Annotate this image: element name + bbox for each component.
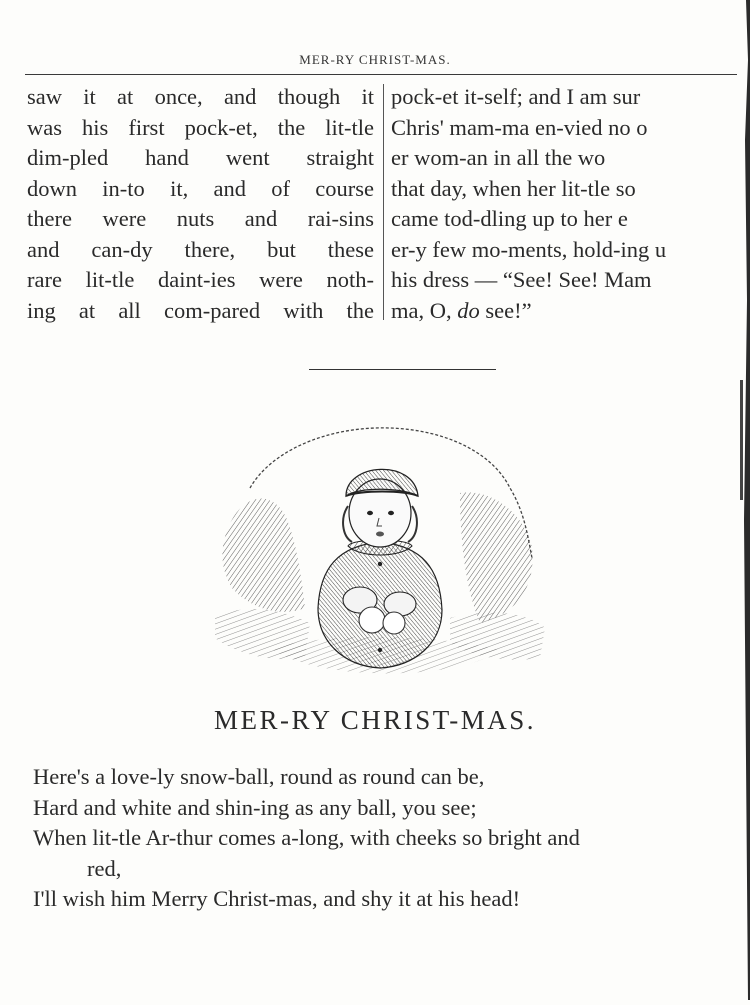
poem-line: Hard and white and shin-ing as any ball, you see; <box>33 794 477 820</box>
text-line: ing at all com-pared with the <box>27 297 374 323</box>
header-rule <box>25 74 737 75</box>
text-line: there were nuts and rai-sins <box>27 206 374 231</box>
poem-title: MER-RY CHRIST-MAS. <box>213 705 537 735</box>
text-line: er wom-an in all the wo <box>391 145 606 170</box>
text-line: came tod-dling up to her e <box>391 206 628 231</box>
right-text-column <box>391 82 741 326</box>
text-line: that day, when her lit-tle so <box>391 175 636 201</box>
poem-line: Here's a love-ly snow-ball, round as round can be, <box>33 764 485 789</box>
text-line: dim-pled hand went straight <box>27 145 374 170</box>
section-separator <box>309 369 496 370</box>
child-snowball-illustration <box>210 418 550 690</box>
text-line: was his first pock-et, the lit-tle <box>27 114 374 140</box>
text-line: rare lit-tle daint-ies were noth- <box>27 267 374 292</box>
poem-line: When lit-tle Ar-thur comes a-long, with cheeks so bright and <box>33 825 580 850</box>
column-divider <box>383 84 384 320</box>
text-line: and can-dy there, but these <box>27 236 374 262</box>
poem <box>33 762 738 915</box>
running-head: MER-RY CHRIST-MAS. <box>299 52 451 67</box>
text-fragment: see!” <box>479 297 532 323</box>
text-line: his dress — “See! See! Mam <box>391 267 652 292</box>
text-line: down in-to it, and of course <box>27 175 374 201</box>
text-fragment: ma, O, <box>391 297 458 323</box>
text-line: er-y few mo-ments, hold-ing u <box>391 236 667 262</box>
text-line-last <box>391 296 741 327</box>
poem-line: red, <box>87 855 122 881</box>
text-line: Chris' mam-ma en-vied no o <box>391 114 648 140</box>
page-edge-shadow <box>734 0 750 1000</box>
left-text-column <box>27 82 374 326</box>
text-line: pock-et it-self; and I am sur <box>391 84 641 109</box>
emphasis-word: do <box>457 297 480 323</box>
poem-line: I'll wish him Merry Christ-mas, and shy it at his head! <box>33 886 521 911</box>
text-line: saw it at once, and though it <box>27 84 374 109</box>
